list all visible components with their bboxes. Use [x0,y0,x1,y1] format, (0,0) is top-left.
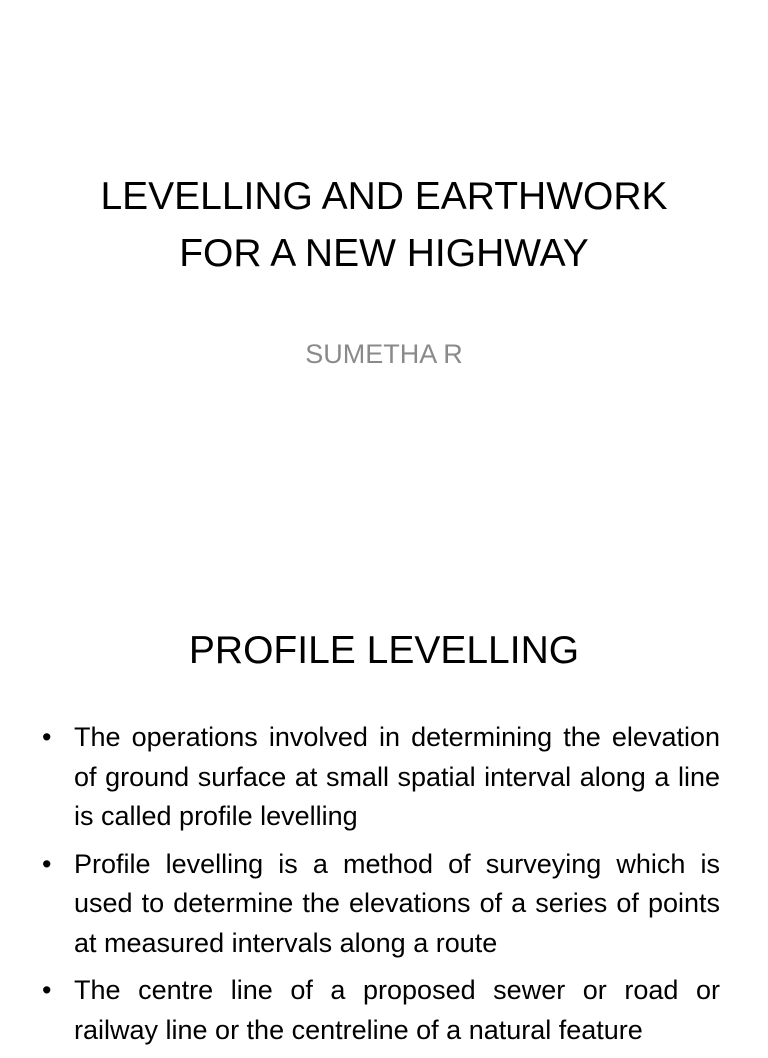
bullet-text-2: Profile levelling is a method of surveying which is used to determine the elevations of a series of points at measured intervals along a route [74,848,720,958]
bullet-icon: • [42,848,52,879]
bullet-icon: • [42,722,52,752]
content-slide [0,576,768,1045]
bullet-icon: • [42,975,52,1005]
bullet-item-1 [42,718,720,837]
title-line-2: FOR A NEW HIGHWAY [179,232,589,275]
bullet-list [42,718,720,1058]
presentation-title [0,168,768,282]
bullet-text-1: The operations involved in determining the elevation of ground surface at small spatial interval along a line is called profile levelling [74,722,720,831]
slide-heading: PROFILE LEVELLING [188,629,580,672]
bullet-item-3 [42,971,720,1050]
bullet-text-3: The centre line of a proposed sewer or road or railway line or the centreline of a natural feature [74,975,720,1045]
presentation-author: SUMETHA R [305,339,463,369]
bullet-item-2 [42,845,720,964]
title-line-1: LEVELLING AND EARTHWORK [100,175,668,218]
